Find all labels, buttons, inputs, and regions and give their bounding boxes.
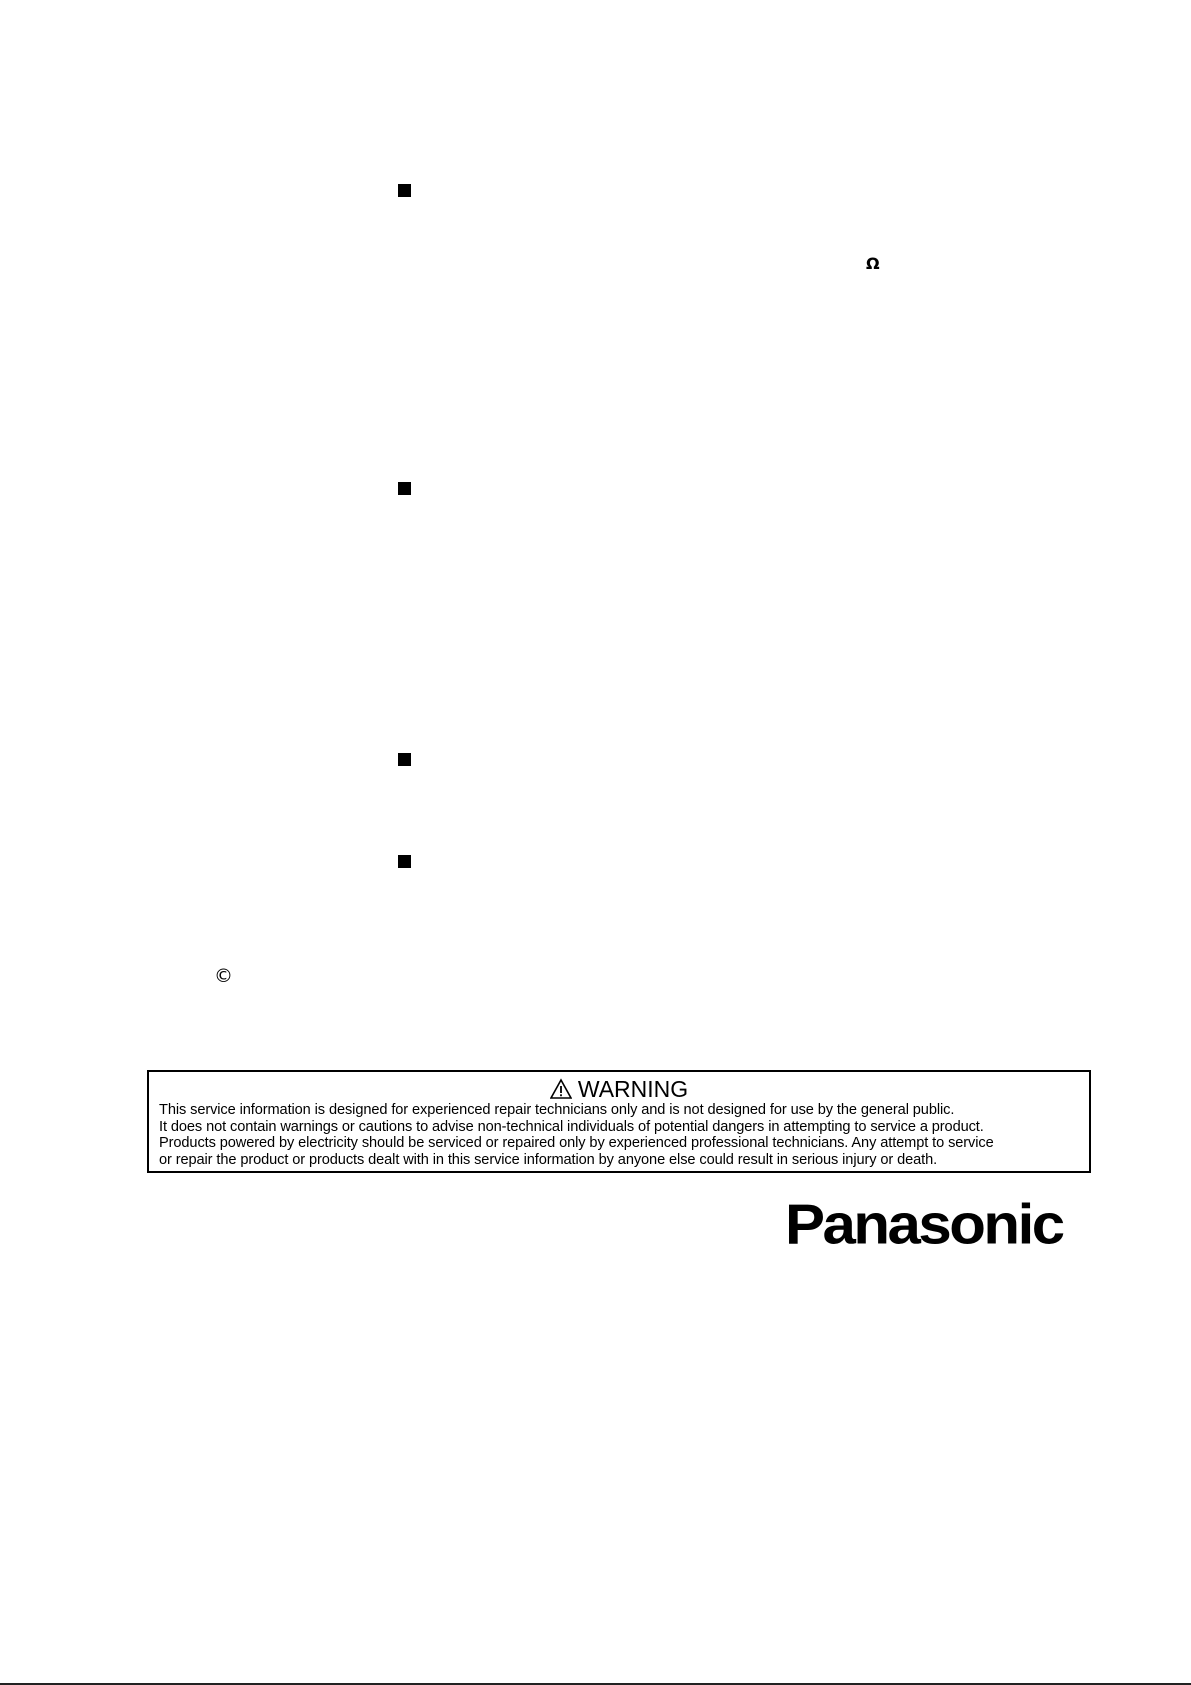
section-bullet-1 bbox=[398, 184, 411, 197]
section-bullet-3 bbox=[398, 753, 411, 766]
copyright-symbol: © bbox=[214, 965, 233, 987]
section-bullet-2 bbox=[398, 482, 411, 495]
section-bullet-4 bbox=[398, 855, 411, 868]
warning-box bbox=[147, 1070, 1091, 1173]
warning-heading bbox=[159, 1076, 1079, 1102]
warning-line-3: Products powered by electricity should be serviced or repaired only by experienced professional technicians. Any attempt to service bbox=[159, 1135, 994, 1152]
panasonic-logo: Panasonic bbox=[785, 1192, 1063, 1256]
warning-line-2: It does not contain warnings or cautions to advise non-technical individuals of potential dangers in attempting to service a product. bbox=[159, 1118, 984, 1135]
warning-triangle-icon bbox=[550, 1078, 572, 1100]
warning-title: WARNING bbox=[577, 1076, 689, 1102]
omega-symbol: Ω bbox=[866, 254, 880, 273]
warning-line-4: or repair the product or products dealt with in this service information by anyone else could result in serious injury or death. bbox=[159, 1152, 938, 1169]
warning-line-1: This service information is designed for experienced repair technicians only and is not designed for use by the general public. bbox=[159, 1102, 955, 1118]
